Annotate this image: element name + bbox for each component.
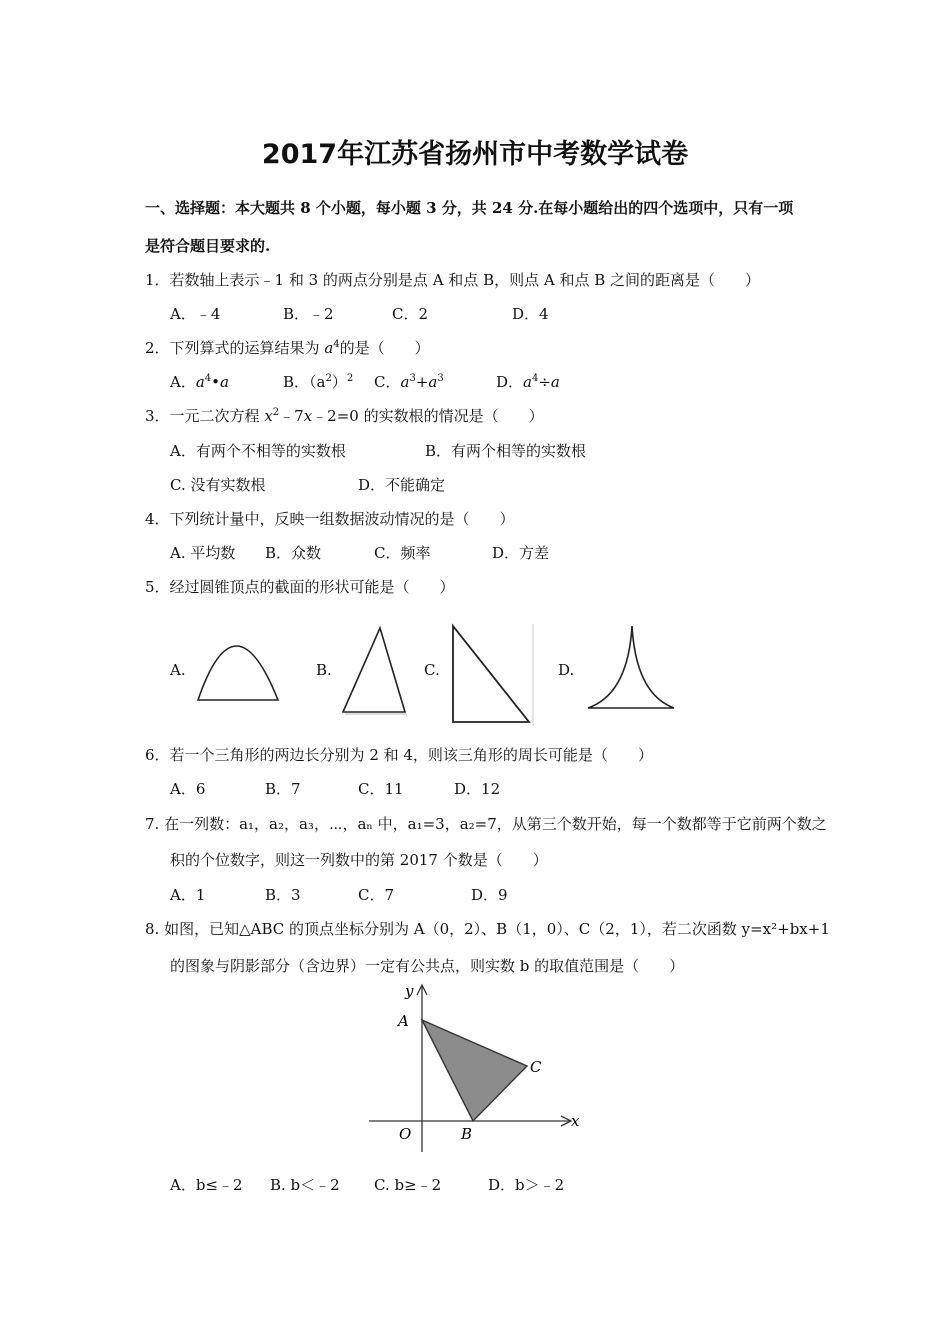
q2-c-rest: +a <box>415 373 438 391</box>
question-6-stem: 6．若一个三角形的两边长分别为 2 和 4，则该三角形的周长可能是（ ） <box>145 746 653 764</box>
page-title: 2017年江苏省扬州市中考数学试卷 <box>261 139 689 170</box>
q3-stem-prefix: 3．一元二次方程 <box>145 407 265 425</box>
q1-option-d: D．4 <box>512 305 549 323</box>
question-8-line2: 的图象与阴影部分（含边界）一定有公共点，则实数 b 的取值范围是（ ） <box>170 957 685 975</box>
q7-option-c: C．7 <box>358 886 395 904</box>
q2-option-d <box>496 371 560 392</box>
q2-b-exp2: 2 <box>346 373 354 384</box>
q5-option-a-label: A. <box>170 661 186 679</box>
q3-stem-x: x <box>264 407 273 425</box>
q3-stem-x2: x <box>303 407 313 425</box>
question-3-stem <box>145 405 544 426</box>
q2-option-c <box>374 371 444 392</box>
q7-option-a: A．1 <box>170 886 206 904</box>
question-5-stem: 5．经过圆锥顶点的截面的形状可能是（ ） <box>145 578 455 596</box>
q2-d-rest: ÷a <box>538 373 560 391</box>
q6-option-d: D．12 <box>454 780 501 798</box>
q2-d-label: D． <box>496 373 524 391</box>
q2-stem-var: a <box>324 339 334 357</box>
q7-option-d: D．9 <box>471 886 508 904</box>
q2-stem-prefix: 2．下列算式的运算结果为 <box>145 339 325 357</box>
q5-option-b-label: B. <box>316 661 332 679</box>
q7-option-b: B．3 <box>265 886 301 904</box>
q2-stem-suffix: 的是（ ） <box>339 339 430 357</box>
q1-option-a: A．﹣4 <box>170 305 221 323</box>
question-2-stem <box>145 337 430 358</box>
label-y: y <box>405 982 414 1000</box>
label-x: x <box>571 1112 580 1130</box>
q2-option-a <box>170 371 229 392</box>
q2-d-exp: 4 <box>531 373 539 384</box>
q2-a-exp: 4 <box>204 373 212 384</box>
label-point-b: B <box>461 1125 473 1143</box>
q8-coordinate-figure <box>365 978 580 1154</box>
q5-shape-a-parabolic-section <box>190 620 290 706</box>
q2-c-exp2: 3 <box>437 373 444 384</box>
q8-option-a: A．b≤﹣2 <box>170 1176 243 1194</box>
q8-option-b: B. b＜﹣2 <box>270 1176 340 1194</box>
q5-option-c-label: C. <box>424 661 440 679</box>
section-heading-line2: 是符合题目要求的. <box>145 237 271 255</box>
q5-shape-d-concave-triangle <box>582 620 682 712</box>
q6-option-b: B．7 <box>265 780 301 798</box>
q5-shape-c-right-triangle <box>445 620 537 728</box>
q5-option-d-label: D. <box>558 661 575 679</box>
q4-option-a: A. 平均数 <box>170 544 236 562</box>
q2-option-b <box>283 371 353 392</box>
q5-shape-b-isosceles-triangle <box>335 620 415 718</box>
question-7-line2: 积的个位数字，则这一列数中的第 2017 个数是（ ） <box>170 851 548 869</box>
q6-option-c: C．11 <box>358 780 404 798</box>
q2-c-var: a <box>400 373 410 391</box>
q8-option-d: D．b＞﹣2 <box>488 1176 565 1194</box>
question-8-line1: 8. 如图，已知△ABC 的顶点坐标分别为 A（0，2）、B（1，0）、C（2，1），若二次函数 y=x²+bx+1 <box>145 920 830 938</box>
label-point-a: A <box>398 1012 409 1030</box>
q3-stem-suffix: ﹣2=0 的实数根的情况是（ ） <box>312 407 544 425</box>
q4-option-b: B．众数 <box>265 544 322 562</box>
q2-c-label: C． <box>374 373 401 391</box>
q4-option-d: D．方差 <box>492 544 550 562</box>
question-1-stem: 1．若数轴上表示﹣1 和 3 的两点分别是点 A 和点 B，则点 A 和点 B 之间的距离是（ ） <box>145 271 761 289</box>
section-heading-line1: 一、选择题：本大题共 8 个小题，每小题 3 分，共 24 分.在每小题给出的四个选项中，只有一项 <box>145 199 794 217</box>
q2-d-var: a <box>523 373 532 391</box>
q1-option-c: C．2 <box>392 305 429 323</box>
q2-c-exp: 3 <box>409 373 416 384</box>
label-point-c: C <box>530 1058 542 1076</box>
q2-b-label: B．（a <box>283 373 326 391</box>
q8-option-c: C. b≥﹣2 <box>374 1176 442 1194</box>
q1-option-b: B．﹣2 <box>283 305 334 323</box>
q2-a-label: A． <box>170 373 196 391</box>
q2-b-exp: 2 <box>325 373 332 384</box>
q3-option-a: A．有两个不相等的实数根 <box>170 442 346 460</box>
question-7-line1: 7. 在一列数：a₁，a₂，a₃，⋯，aₙ 中，a₁=3，a₂=7，从第三个数开始，每一个数都等于它前两个数之 <box>145 815 827 833</box>
q2-a-rest: •a <box>211 373 229 391</box>
q2-stem-exp: 4 <box>333 339 340 350</box>
q3-stem-term: ﹣7 <box>279 407 304 425</box>
q4-option-c: C．频率 <box>374 544 431 562</box>
shaded-triangle-abc <box>422 1020 527 1121</box>
q2-b-rest: ） <box>331 373 347 391</box>
q3-stem-exp: 2 <box>272 407 280 418</box>
q6-option-a: A．6 <box>170 780 206 798</box>
label-origin: O <box>399 1125 412 1143</box>
q3-option-c: C. 没有实数根 <box>170 476 266 494</box>
q3-option-d: D．不能确定 <box>358 476 446 494</box>
question-4-stem: 4．下列统计量中，反映一组数据波动情况的是（ ） <box>145 510 515 528</box>
q2-a-var: a <box>195 373 205 391</box>
q3-option-b: B．有两个相等的实数根 <box>425 442 587 460</box>
